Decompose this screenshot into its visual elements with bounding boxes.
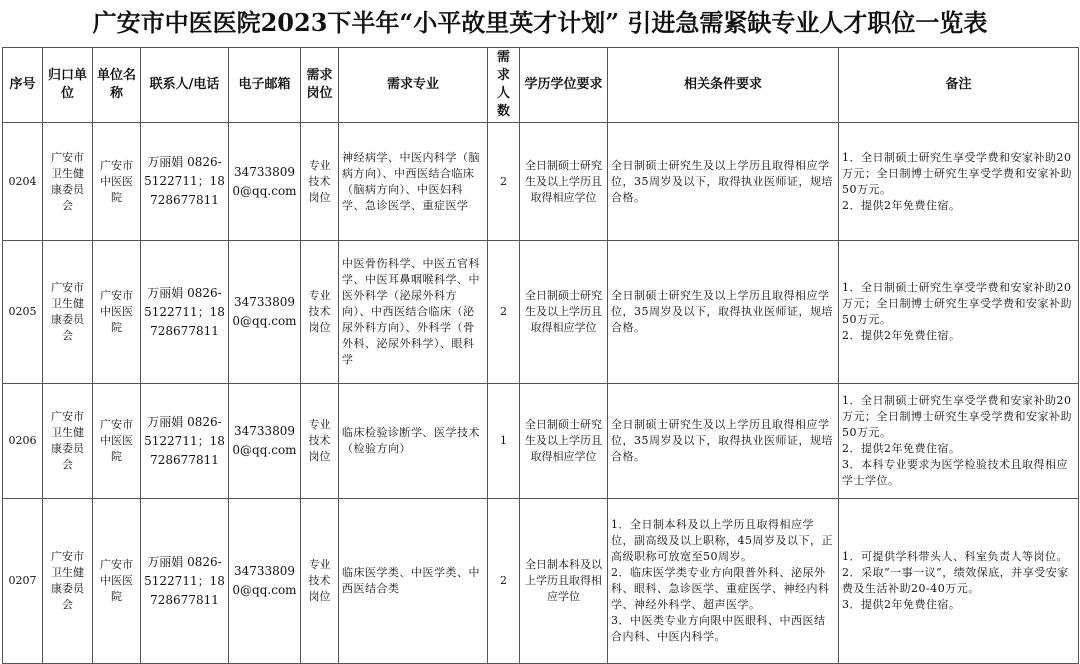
cell-email: 347338090@qq.com [229,384,301,499]
header-unit: 单位名称 [93,48,141,123]
header-contact: 联系人/电话 [141,48,229,123]
cell-cond: 全日制硕士研究生及以上学历且取得相应学位，35周岁及以下，取得执业医师证，规培合格。 [608,241,839,384]
positions-table [2,47,1079,664]
cell-email: 347338090@qq.com [229,123,301,241]
page-title: 广安市中医医院2023下半年“小平故里英才计划” 引进急需紧缺专业人才职位一览表 [92,8,988,37]
header-count: 需求人数 [488,48,520,123]
cell-edu: 全日制硕士研究生及以上学历且取得相应学位 [520,123,608,241]
cell-cond: 全日制硕士研究生及以上学历且取得相应学位，35周岁及以下，取得执业医师证，规培合格。 [608,384,839,499]
cell-contact: 万丽娟 0826-5122711；18728677811 [141,241,229,384]
header-cond: 相关条件要求 [608,48,839,123]
cell-cond: 1．全日制本科及以上学历且取得相应学位，副高级及以上职称，45周岁及以下，正高级职称可放宽至50周岁。 2．临床医学类专业方向限普外科、泌尿外科、眼科、急诊医学、重症医学、神经内科学、神经外科学、超声医学。 3．中医类专业方向限中医眼科、中西医结合内科、中医内科学。 [608,499,839,664]
cell-major: 临床检验诊断学、医学技术（检验方向） [339,384,488,499]
cell-unit: 广安市中医医院 [93,384,141,499]
cell-count: 1 [488,384,520,499]
header-seq: 序号 [3,48,43,123]
cell-count: 2 [488,499,520,664]
cell-seq: 0205 [3,241,43,384]
cell-note: 1．全日制硕士研究生享受学费和安家补助20万元；全日制博士研究生享受学费和安家补助50万元。 2．提供2年免费住宿。 3．本科专业要求为医学检验技术且取得相应学士学位。 [839,384,1079,499]
cell-note: 1．全日制硕士研究生享受学费和安家补助20万元；全日制博士研究生享受学费和安家补助50万元。 2．提供2年免费住宿。 [839,241,1079,384]
cell-post: 专业技术岗位 [301,241,339,384]
cell-contact: 万丽娟 0826-5122711；18728677811 [141,384,229,499]
cell-edu: 全日制本科及以上学历且取得相应学位 [520,499,608,664]
cell-seq: 0204 [3,123,43,241]
cell-note: 1．可提供学科带头人、科室负责人等岗位。 2．采取“一事一议”，绩效保底，并享受安家费及生活补助20-40万元。 3．提供2年免费住宿。 [839,499,1079,664]
cell-dept: 广安市卫生健康委员会 [43,123,93,241]
cell-major: 神经病学、中医内科学（脑病方向）、中西医结合临床（脑病方向）、中医妇科学、急诊医学、重症医学 [339,123,488,241]
table-row [3,384,1079,499]
cell-contact: 万丽娟 0826-5122711；18728677811 [141,499,229,664]
cell-post: 专业技术岗位 [301,384,339,499]
cell-seq: 0207 [3,499,43,664]
header-row [3,48,1079,123]
cell-edu: 全日制硕士研究生及以上学历且取得相应学位 [520,384,608,499]
cell-cond: 全日制硕士研究生及以上学历且取得相应学位，35周岁及以下，取得执业医师证，规培合格。 [608,123,839,241]
cell-unit: 广安市中医医院 [93,123,141,241]
cell-unit: 广安市中医医院 [93,241,141,384]
header-major: 需求专业 [339,48,488,123]
cell-post: 专业技术岗位 [301,499,339,664]
cell-email: 347338090@qq.com [229,499,301,664]
table-row [3,499,1079,664]
cell-contact: 万丽娟 0826-5122711；18728677811 [141,123,229,241]
cell-major: 临床医学类、中医学类、中西医结合类 [339,499,488,664]
cell-dept: 广安市卫生健康委员会 [43,384,93,499]
cell-edu: 全日制硕士研究生及以上学历且取得相应学位 [520,241,608,384]
header-post: 需求岗位 [301,48,339,123]
cell-dept: 广安市卫生健康委员会 [43,499,93,664]
cell-unit: 广安市中医医院 [93,499,141,664]
header-dept: 归口单位 [43,48,93,123]
cell-major: 中医骨伤科学、中医五官科学、中医耳鼻咽喉科学、中医外科学（泌尿外科方向）、中西医结合临床（泌尿外科方向）、外科学（骨外科、泌尿外科学）、眼科学 [339,241,488,384]
cell-count: 2 [488,123,520,241]
table-row [3,123,1079,241]
cell-dept: 广安市卫生健康委员会 [43,241,93,384]
cell-count: 2 [488,241,520,384]
header-edu: 学历学位要求 [520,48,608,123]
header-note: 备注 [839,48,1079,123]
table-row [3,241,1079,384]
cell-email: 347338090@qq.com [229,241,301,384]
cell-seq: 0206 [3,384,43,499]
header-email: 电子邮箱 [229,48,301,123]
cell-post: 专业技术岗位 [301,123,339,241]
cell-note: 1．全日制硕士研究生享受学费和安家补助20万元；全日制博士研究生享受学费和安家补助50万元。 2．提供2年免费住宿。 [839,123,1079,241]
